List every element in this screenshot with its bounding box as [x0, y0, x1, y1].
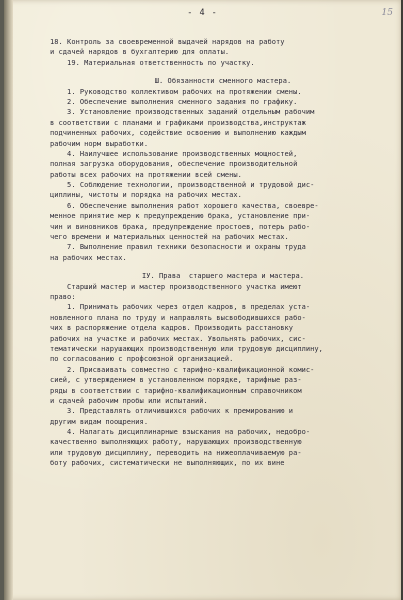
text-line: 2. Присваивать совместно с тарифно-квалификационной комис- [50, 365, 315, 374]
text-line: право: [50, 292, 76, 301]
text-line: чих в распоряжение отдела кадров. Производить расстановку [50, 324, 294, 333]
text-line: другим видам поощрения. [50, 417, 149, 426]
text-line: работы всех рабочих на протяжении всей смены. [50, 170, 242, 179]
section-heading: Ш. Обязанности сменного мастера. [154, 77, 292, 86]
text-line: Старший мастер и мастер производственного участка имеют [50, 282, 302, 291]
text-line: 1. Руководство коллективом рабочих на протяжении смены. [50, 87, 302, 96]
text-line: боту рабочих, систематически не выполняющих, по их вине [50, 459, 285, 468]
text-line: 6. Обеспечение выполнения работ хорошего качества, своевре- [50, 201, 319, 210]
text-line: на рабочих местах. [50, 253, 127, 262]
text-line: по согласованию с профсоюзной организацией. [50, 355, 234, 364]
paragraph-gap [50, 68, 396, 76]
paper-sheet [4, 0, 401, 600]
text-line: качественно выполняющих работу, нарушающих производственную [50, 438, 302, 447]
text-line: чего времени и материальных ценностей на рабочих местах. [50, 233, 289, 242]
text-line: новленного плана по труду и направлять высвободившихся рабо- [50, 313, 306, 322]
text-line: тематически нарушающих производственную или трудовую дисциплину, [50, 344, 323, 353]
text-line: 7. Выполнение правил техники безопасности и охраны труда [50, 243, 306, 252]
text-line: полная загрузка оборудования, обеспечение производительной [50, 160, 298, 169]
text-line: циплины, чистоты и порядка на рабочих местах. [50, 191, 242, 200]
text-line: 2. Обеспечение выполнения сменного задания по графику. [50, 97, 298, 106]
text-line: 18. Контроль за своевременной выдачей нарядов на работу [50, 38, 285, 46]
text-line: и сдачей нарядов в бухгалтерию для оплаты. [50, 48, 230, 57]
text-line: рабочих на участке и рабочих местах. Увольнять рабочих, сис- [50, 334, 306, 343]
text-line: рабочим норм выработки. [50, 139, 149, 148]
text-line: сией, с утверждением в установленном порядке, тарифные раз- [50, 376, 302, 385]
document-body [50, 37, 396, 469]
text-line: подчиненных рабочих, содействие освоению и выполнению каждым [50, 129, 306, 138]
folio-mark: 15 [381, 8, 393, 18]
text-line: 3. Представлять отличившихся рабочих к премированию и [50, 407, 294, 416]
text-line: и сдачей рабочим пробы или испытаний. [50, 396, 208, 405]
text-line: 1. Принимать рабочих через отдел кадров, в пределах уста- [50, 303, 311, 312]
text-line: чин и виновников брака, предупреждение простоев, потерь рабо- [50, 222, 311, 231]
text-line: 4. Наилучшее использование производственных мощностей, [50, 149, 298, 158]
text-line: менное принятие мер к предупреждению брака, установление при- [50, 212, 311, 221]
paragraph-gap [50, 263, 396, 271]
text-line: ряды в соответствии с тарифно-квалификационным справочником [50, 386, 302, 395]
text-line: или трудовую дисциплину, переводить на нижеоплачиваемую ра- [50, 448, 302, 457]
binding-edge [4, 0, 13, 600]
text-line: 19. Материальная ответственность по участку. [50, 58, 255, 67]
section-heading: IУ. Права старшего мастера и мастера. [141, 272, 305, 281]
page-number: - 4 - [187, 8, 218, 18]
text-line: в соответствии с планами и графиками производства,инструктаж [50, 118, 306, 127]
text-line: 4. Налагать дисциплинарные взыскания на рабочих, недобро- [50, 428, 311, 437]
text-line: 5. Соблюдение технологии, производственной и трудовой дис- [50, 181, 315, 190]
text-line: 3. Установление производственных заданий отдельным рабочим [50, 108, 315, 117]
